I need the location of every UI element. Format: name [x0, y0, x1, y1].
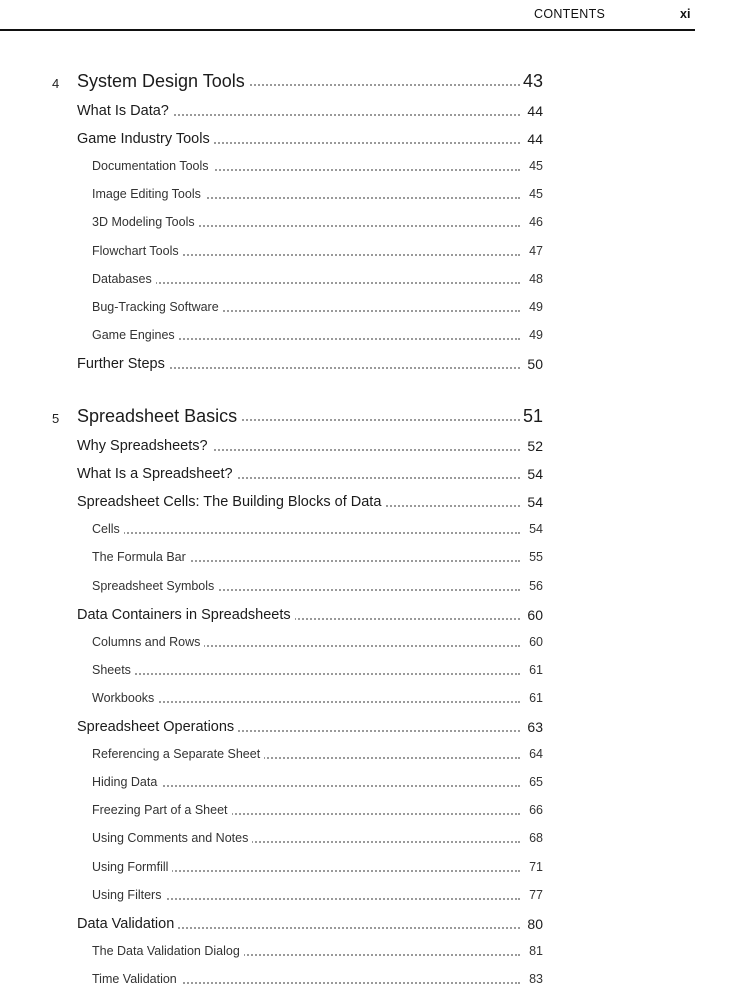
entry-title: Data Validation — [77, 916, 178, 932]
entry-title: Spreadsheet Cells: The Building Blocks of Data — [77, 494, 385, 510]
toc-subsection-entry[interactable] — [0, 270, 746, 294]
entry-title: Spreadsheet Operations — [77, 719, 238, 735]
toc-subsection-entry[interactable] — [0, 886, 746, 910]
entry-page-number: 52 — [524, 438, 543, 454]
entry-page-number: 54 — [524, 494, 543, 510]
entry-page-number: 46 — [526, 215, 543, 229]
entry-page-number: 50 — [524, 356, 543, 372]
entry-page-number: 66 — [526, 803, 543, 817]
page-number: xi — [680, 7, 691, 21]
chapter-page-number: 43 — [520, 71, 543, 92]
toc-subsection-entry[interactable] — [0, 298, 746, 322]
entry-title: Flowchart Tools — [92, 244, 183, 258]
dot-leader — [92, 673, 520, 675]
toc-section-entry[interactable] — [0, 436, 746, 460]
entry-title: Freezing Part of a Sheet — [92, 803, 232, 817]
entry-page-number: 77 — [526, 888, 543, 902]
entry-page-number: 45 — [526, 187, 543, 201]
toc-subsection-entry[interactable] — [0, 213, 746, 237]
entry-page-number: 80 — [524, 916, 543, 932]
entry-title: Referencing a Separate Sheet — [92, 747, 264, 761]
entry-title: Using Filters — [92, 888, 165, 902]
entry-page-number: 47 — [526, 244, 543, 258]
entry-page-number: 60 — [524, 607, 543, 623]
dot-leader — [92, 532, 520, 534]
entry-title: 3D Modeling Tools — [92, 215, 199, 229]
toc-subsection-entry[interactable] — [0, 942, 746, 966]
entry-title: Data Containers in Spreadsheets — [77, 607, 295, 623]
toc-subsection-entry[interactable] — [0, 577, 746, 601]
chapter-number: 5 — [52, 411, 60, 426]
entry-title: Using Comments and Notes — [92, 831, 252, 845]
toc-subsection-entry[interactable] — [0, 858, 746, 882]
toc-subsection-entry[interactable] — [0, 633, 746, 657]
chapter-page-number: 51 — [520, 406, 543, 427]
entry-title: What Is a Spreadsheet? — [77, 466, 237, 482]
toc-subsection-entry[interactable] — [0, 520, 746, 544]
entry-title: Hiding Data — [92, 775, 161, 789]
toc-subsection-entry[interactable] — [0, 242, 746, 266]
entry-title: Workbooks — [92, 691, 158, 705]
chapter-heading[interactable] — [0, 405, 746, 429]
entry-title: Documentation Tools — [92, 159, 213, 173]
entry-page-number: 64 — [526, 747, 543, 761]
entry-page-number: 65 — [526, 775, 543, 789]
entry-title: The Data Validation Dialog — [92, 944, 244, 958]
chapter-title: System Design Tools — [77, 71, 249, 92]
dot-leader — [92, 282, 520, 284]
toc-subsection-entry[interactable] — [0, 745, 746, 769]
chapter-heading[interactable] — [0, 70, 746, 94]
entry-page-number: 54 — [526, 522, 543, 536]
entry-title: Using Formfill — [92, 860, 172, 874]
entry-title: The Formula Bar — [92, 550, 190, 564]
toc-subsection-entry[interactable] — [0, 970, 746, 994]
entry-page-number: 48 — [526, 272, 543, 286]
toc-subsection-entry[interactable] — [0, 829, 746, 853]
entry-title: Further Steps — [77, 356, 169, 372]
chapter-number: 4 — [52, 76, 60, 91]
entry-page-number: 71 — [526, 860, 543, 874]
entry-title: Columns and Rows — [92, 635, 204, 649]
entry-title: Game Engines — [92, 328, 179, 342]
chapter-title: Spreadsheet Basics — [77, 406, 241, 427]
toc-subsection-entry[interactable] — [0, 326, 746, 350]
entry-title: What Is Data? — [77, 103, 173, 119]
entry-title: Image Editing Tools — [92, 187, 205, 201]
toc-subsection-entry[interactable] — [0, 661, 746, 685]
toc-subsection-entry[interactable] — [0, 801, 746, 825]
toc-section-entry[interactable] — [0, 129, 746, 153]
entry-page-number: 63 — [524, 719, 543, 735]
toc-subsection-entry[interactable] — [0, 157, 746, 181]
entry-page-number: 60 — [526, 635, 543, 649]
entry-page-number: 83 — [526, 972, 543, 986]
toc-section-entry[interactable] — [0, 914, 746, 938]
toc-section-entry[interactable] — [0, 464, 746, 488]
running-header-title: CONTENTS — [534, 7, 606, 21]
entry-page-number: 49 — [526, 328, 543, 342]
toc-subsection-entry[interactable] — [0, 689, 746, 713]
entry-title: Time Validation — [92, 972, 181, 986]
entry-title: Cells — [92, 522, 124, 536]
toc-section-entry[interactable] — [0, 605, 746, 629]
entry-title: Sheets — [92, 663, 135, 677]
entry-title: Databases — [92, 272, 156, 286]
entry-page-number: 61 — [526, 691, 543, 705]
entry-title: Spreadsheet Symbols — [92, 579, 218, 593]
entry-page-number: 56 — [526, 579, 543, 593]
toc-section-entry[interactable] — [0, 492, 746, 516]
entry-page-number: 49 — [526, 300, 543, 314]
running-header — [0, 0, 746, 36]
toc-subsection-entry[interactable] — [0, 773, 746, 797]
toc-section-entry[interactable] — [0, 101, 746, 125]
header-rule — [0, 29, 695, 31]
entry-page-number: 81 — [526, 944, 543, 958]
entry-title: Why Spreadsheets? — [77, 438, 212, 454]
entry-page-number: 44 — [524, 131, 543, 147]
entry-title: Bug-Tracking Software — [92, 300, 223, 314]
entry-page-number: 45 — [526, 159, 543, 173]
toc-section-entry[interactable] — [0, 354, 746, 378]
entry-title: Game Industry Tools — [77, 131, 214, 147]
toc-subsection-entry[interactable] — [0, 185, 746, 209]
toc-subsection-entry[interactable] — [0, 548, 746, 572]
toc-section-entry[interactable] — [0, 717, 746, 741]
entry-page-number: 61 — [526, 663, 543, 677]
entry-page-number: 68 — [526, 831, 543, 845]
entry-page-number: 54 — [524, 466, 543, 482]
entry-page-number: 55 — [526, 550, 543, 564]
entry-page-number: 44 — [524, 103, 543, 119]
